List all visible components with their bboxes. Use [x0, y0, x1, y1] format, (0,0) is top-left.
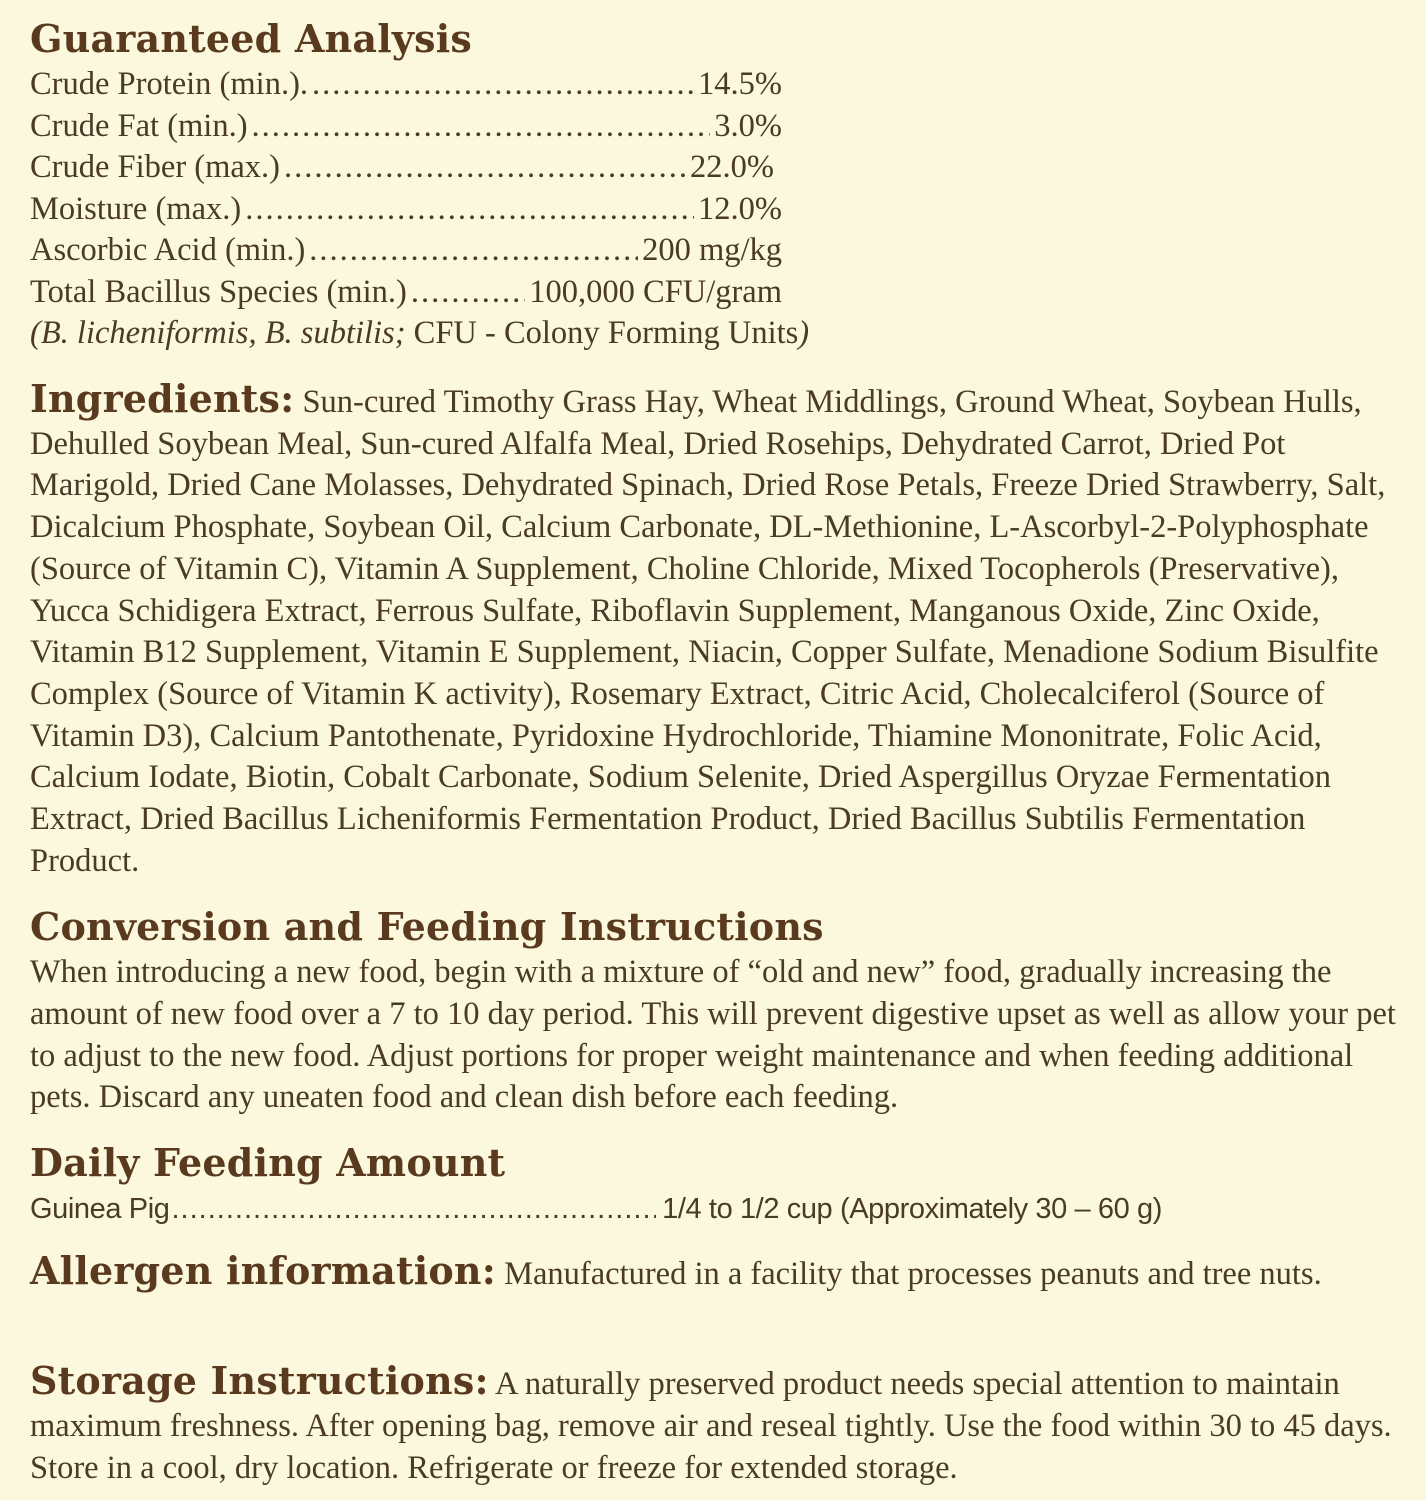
- analysis-value: 100,000 CFU/gram: [529, 273, 782, 310]
- allergen-section: [30, 1250, 1396, 1296]
- daily-feeding-heading: Daily Feeding Amount: [30, 1140, 506, 1185]
- analysis-label: Total Bacillus Species (min.): [30, 273, 407, 310]
- daily-feeding-section: [30, 1138, 1396, 1230]
- allergen-paragraph: [30, 1250, 1396, 1296]
- analysis-label: Crude Fiber (max.): [30, 149, 281, 185]
- dot-leader: [172, 1188, 657, 1230]
- ingredients-heading: Ingredients:: [30, 376, 295, 421]
- footnote-cfu: CFU - Colony Forming Units: [405, 315, 799, 351]
- analysis-label: Crude Protein (min.).: [30, 66, 309, 102]
- dot-leader: [284, 147, 686, 189]
- analysis-row-bacillus: [30, 272, 782, 314]
- allergen-text: Manufactured in a facility that processes peanuts and tree nuts.: [504, 1256, 1322, 1292]
- storage-paragraph: [30, 1360, 1396, 1489]
- footnote-species: (B. licheniformis, B. subtilis;: [30, 315, 406, 351]
- analysis-label: Moisture (max.): [30, 190, 242, 227]
- ingredients-text: Sun-cured Timothy Grass Hay, Wheat Middlings, Ground Wheat, Soybean Hulls, Dehulled Soybean Meal, Sun-cured Alfalfa Meal, Dried Rosehips, Dehydrated Carrot, Dried Pot Marigold, Dried Cane Molasses, Dehydrated Spinach, Dried Rose Petals, Freeze Dried Strawberry, Salt, Dicalcium Phosphate, Soybean Oil, Calcium Carbonate, DL-Methionine, L-Ascorbyl-2-Polyphosphate (Source of Vitamin C), Vitamin A Supplement, Choline Chloride, Mixed Tocopherols (Preservative), Yucca Schidigera Extract, Ferrous Sulfate, Riboflavin Supplement, Manganous Oxide, Zinc Oxide, Vitamin B12 Supplement, Vitamin E Supplement, Niacin, Copper Sulfate, Menadione Sodium Bisulfite Complex (Source of Vitamin K activity), Rosemary Extract, Citric Acid, Cholecalciferol (Source of Vitamin D3), Calcium Pantothenate, Pyridoxine Hydrochloride, Thiamine Mononitrate, Folic Acid, Calcium Iodate, Biotin, Cobalt Carbonate, Sodium Selenite, Dried Aspergillus Oryzae Fermentation Extract, Dried Bacillus Licheniformis Fermentation Product, Dried Bacillus Subtilis Fermentation Product.: [30, 384, 1386, 879]
- daily-feeding-row: [30, 1188, 1162, 1230]
- storage-text: A naturally preserved product needs special attention to maintain maximum freshness. After opening bag, remove air and reseal tightly. Use the food within 30 to 45 days. Store in a cool, dry location. Refrigerate or freeze for extended storage.: [30, 1366, 1392, 1486]
- footnote-close: ): [798, 315, 810, 351]
- analysis-value: 3.0%: [714, 107, 782, 144]
- guaranteed-analysis-section: [30, 14, 1396, 355]
- feeding-amount-value: 1/4 to 1/2 cup (Approximately 30 – 60 g): [662, 1193, 1162, 1225]
- dot-leader: [245, 189, 694, 231]
- feeding-pet-label: Guinea Pig: [30, 1193, 170, 1225]
- storage-heading: Storage Instructions:: [30, 1358, 489, 1403]
- guaranteed-analysis-heading: Guaranteed Analysis: [30, 16, 472, 61]
- dot-leader: [252, 106, 711, 148]
- conversion-text: When introducing a new food, begin with a mixture of “old and new” food, gradually increasing the amount of new food over a 7 to 10 day period. This will prevent digestive upset as well as allow your pet to adjust to the new food. Adjust portions for proper weight maintenance and when feeding additional pets. Discard any uneaten food and clean dish before each feeding.: [30, 954, 1396, 1116]
- storage-section: [30, 1360, 1396, 1489]
- analysis-row-ascorbic-acid: [30, 230, 782, 272]
- ingredients-section: [30, 378, 1396, 882]
- conversion-heading: Conversion and Feeding Instructions: [30, 904, 824, 949]
- analysis-row-crude-fiber: [30, 147, 774, 189]
- dot-leader: [309, 230, 638, 272]
- ingredients-paragraph: [30, 378, 1396, 882]
- analysis-label: Ascorbic Acid (min.): [30, 232, 306, 268]
- analysis-row-crude-protein: [30, 64, 782, 106]
- dot-leader: [411, 272, 525, 314]
- analysis-value: 12.0%: [698, 190, 782, 227]
- allergen-heading: Allergen information:: [30, 1248, 496, 1293]
- analysis-row-crude-fat: [30, 106, 782, 148]
- analysis-footnote: [30, 313, 1396, 355]
- conversion-section: [30, 902, 1396, 1119]
- analysis-value: 14.5%: [698, 66, 782, 102]
- analysis-label: Crude Fat (min.): [30, 107, 248, 144]
- analysis-value: 200 mg/kg: [642, 232, 782, 268]
- analysis-value: 22.0%: [690, 149, 774, 185]
- dot-leader: [312, 64, 694, 106]
- analysis-row-moisture: [30, 189, 782, 231]
